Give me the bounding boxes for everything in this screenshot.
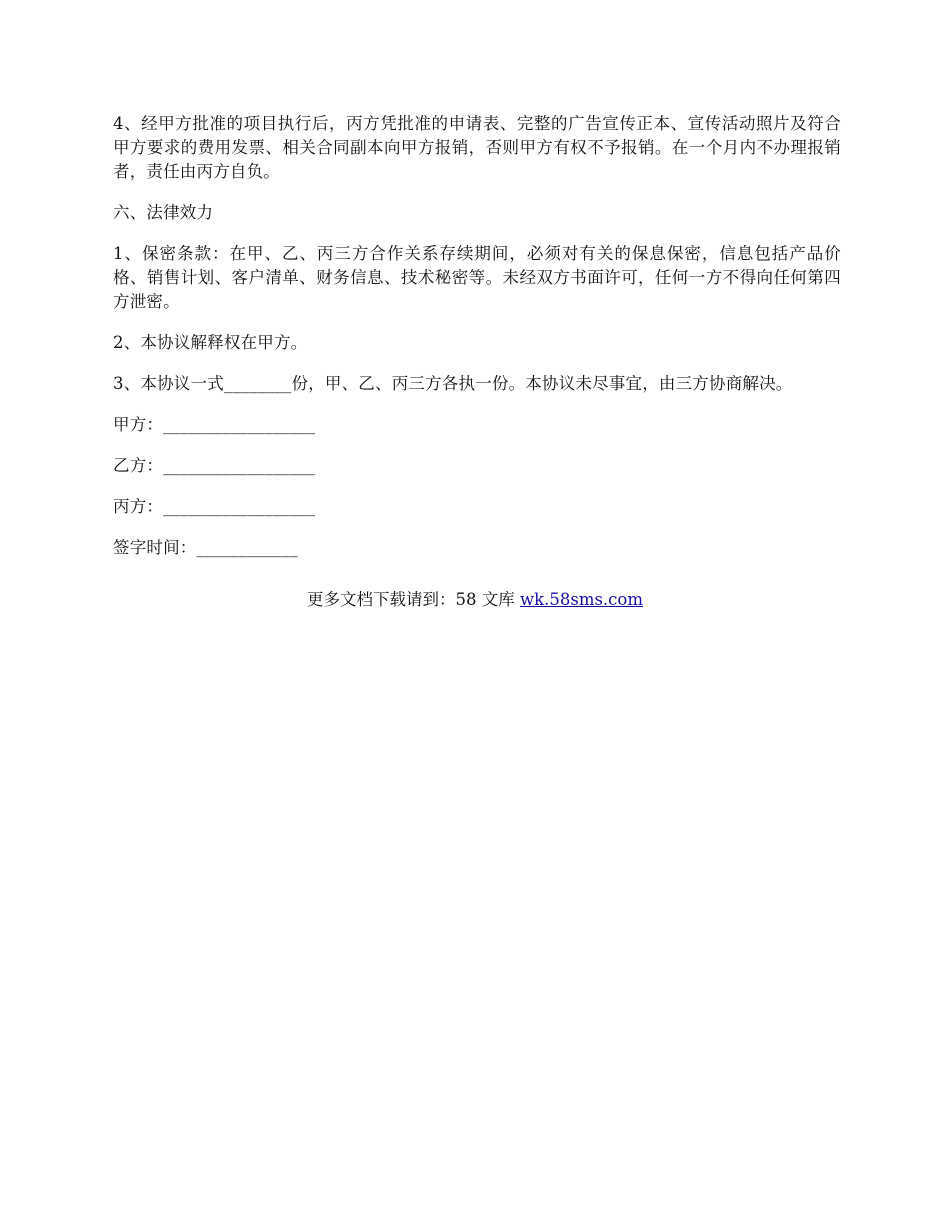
clause-3-copies: 3、本协议一式________份，甲、乙、丙三方各执一份。本协议未尽事宜，由三方协商解决。 xyxy=(113,374,793,393)
clause-2-interpretation: 2、本协议解释权在甲方。 xyxy=(113,333,308,352)
clause-4-reimbursement: 4、经甲方批准的项目执行后，丙方凭批准的申请表、完整的广告宣传正本、宣传活动照片及符合甲方要求的费用发票、相关合同副本向甲方报销，否则甲方有权不予报销。在一个月内不办理报销者，责任由丙方自负。 xyxy=(113,114,841,181)
document-body xyxy=(113,112,841,577)
signature-party-c: 丙方：__________________ xyxy=(113,497,316,516)
section-heading-legal-effect: 六、法律效力 xyxy=(113,203,214,222)
signature-party-a: 甲方：__________________ xyxy=(113,415,316,434)
signature-party-b: 乙方：__________________ xyxy=(113,456,316,475)
footer-link[interactable]: wk.58sms.com xyxy=(519,590,643,609)
signature-time: 签字时间：____________ xyxy=(113,538,298,557)
footer-text: 更多文档下载请到：58 文库 xyxy=(306,590,520,609)
clause-1-confidentiality: 1、保密条款：在甲、乙、丙三方合作关系存续期间，必须对有关的保息保密，信息包括产品价格、销售计划、客户清单、财务信息、技术秘密等。未经双方书面许可，任何一方不得向任何第四方泄密。 xyxy=(113,244,841,311)
footer-download-note xyxy=(0,588,950,612)
